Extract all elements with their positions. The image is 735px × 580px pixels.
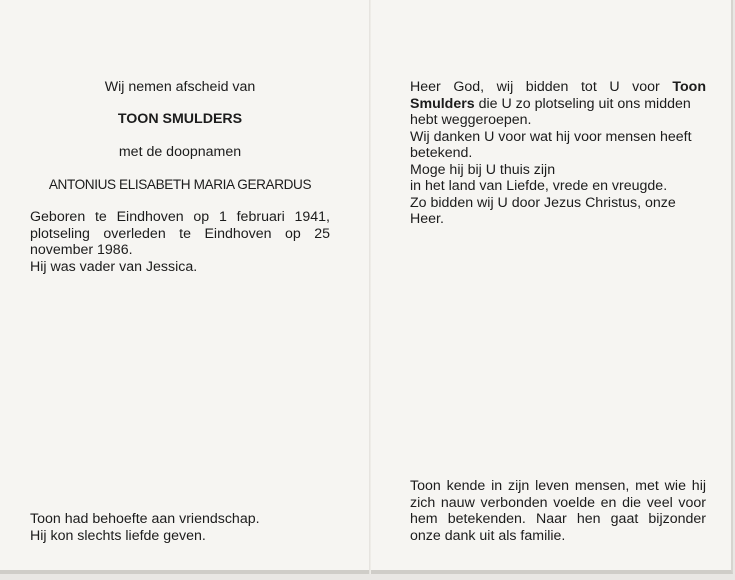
closing-line: Toon kende in zijn leven mensen, met wie hij [410,478,706,494]
father-line: Hij was vader van Jessica. [30,258,198,275]
friendship-line: Toon had behoefte aan vriendschap. [30,511,260,527]
prayer-prefix: Heer God, wij bidden tot U voor [410,79,660,95]
prayer-line: in het land van Liefde, vrede en vreugde. [410,178,668,194]
birth-line: Geboren te Eindhoven op 1 februari 1941, [30,209,330,225]
prayer-name-first: Toon [672,79,706,95]
prayer-suffix: die U zo plotseling uit ons midden [478,95,691,112]
right-closing [410,478,706,544]
deceased-name: TOON SMULDERS [117,111,243,127]
card-fold [369,0,371,574]
intro-text: Wij nemen afscheid van [104,79,256,95]
death-line: plotseling overleden te Eindhoven op 25 [30,225,330,242]
closing-line: hem betekenden. Naar hen gaat bijzonder [410,511,706,527]
prayer-line-2 [410,96,706,113]
prayer-line: Wij danken U voor wat hij voor mensen heeft [410,128,692,145]
prayer-paragraph [410,79,706,228]
closing-line: zich nauw verbonden voelde en die veel voor [410,494,706,511]
birth-death-paragraph [30,209,330,275]
left-closing [30,511,330,544]
closing-line: onze dank uit als familie. [410,527,566,544]
love-line: Hij kon slechts liefde geven. [30,527,206,544]
prayer-line: betekend. [410,145,473,161]
with-names-text: met de doopnamen [118,144,242,160]
prayer-name-last: Smulders [410,95,475,112]
death-date-line: november 1986. [30,242,133,258]
prayer-line-1 [410,79,706,96]
prayer-line: Heer. [410,211,444,227]
prayer-line: Zo bidden wij U door Jezus Christus, onze [410,194,676,211]
baptismal-names: ANTONIUS ELISABETH MARIA GERARDUS [48,177,312,192]
prayer-line: hebt weggeroepen. [410,112,532,128]
prayer-line: Moge hij bij U thuis zijn [410,161,556,178]
